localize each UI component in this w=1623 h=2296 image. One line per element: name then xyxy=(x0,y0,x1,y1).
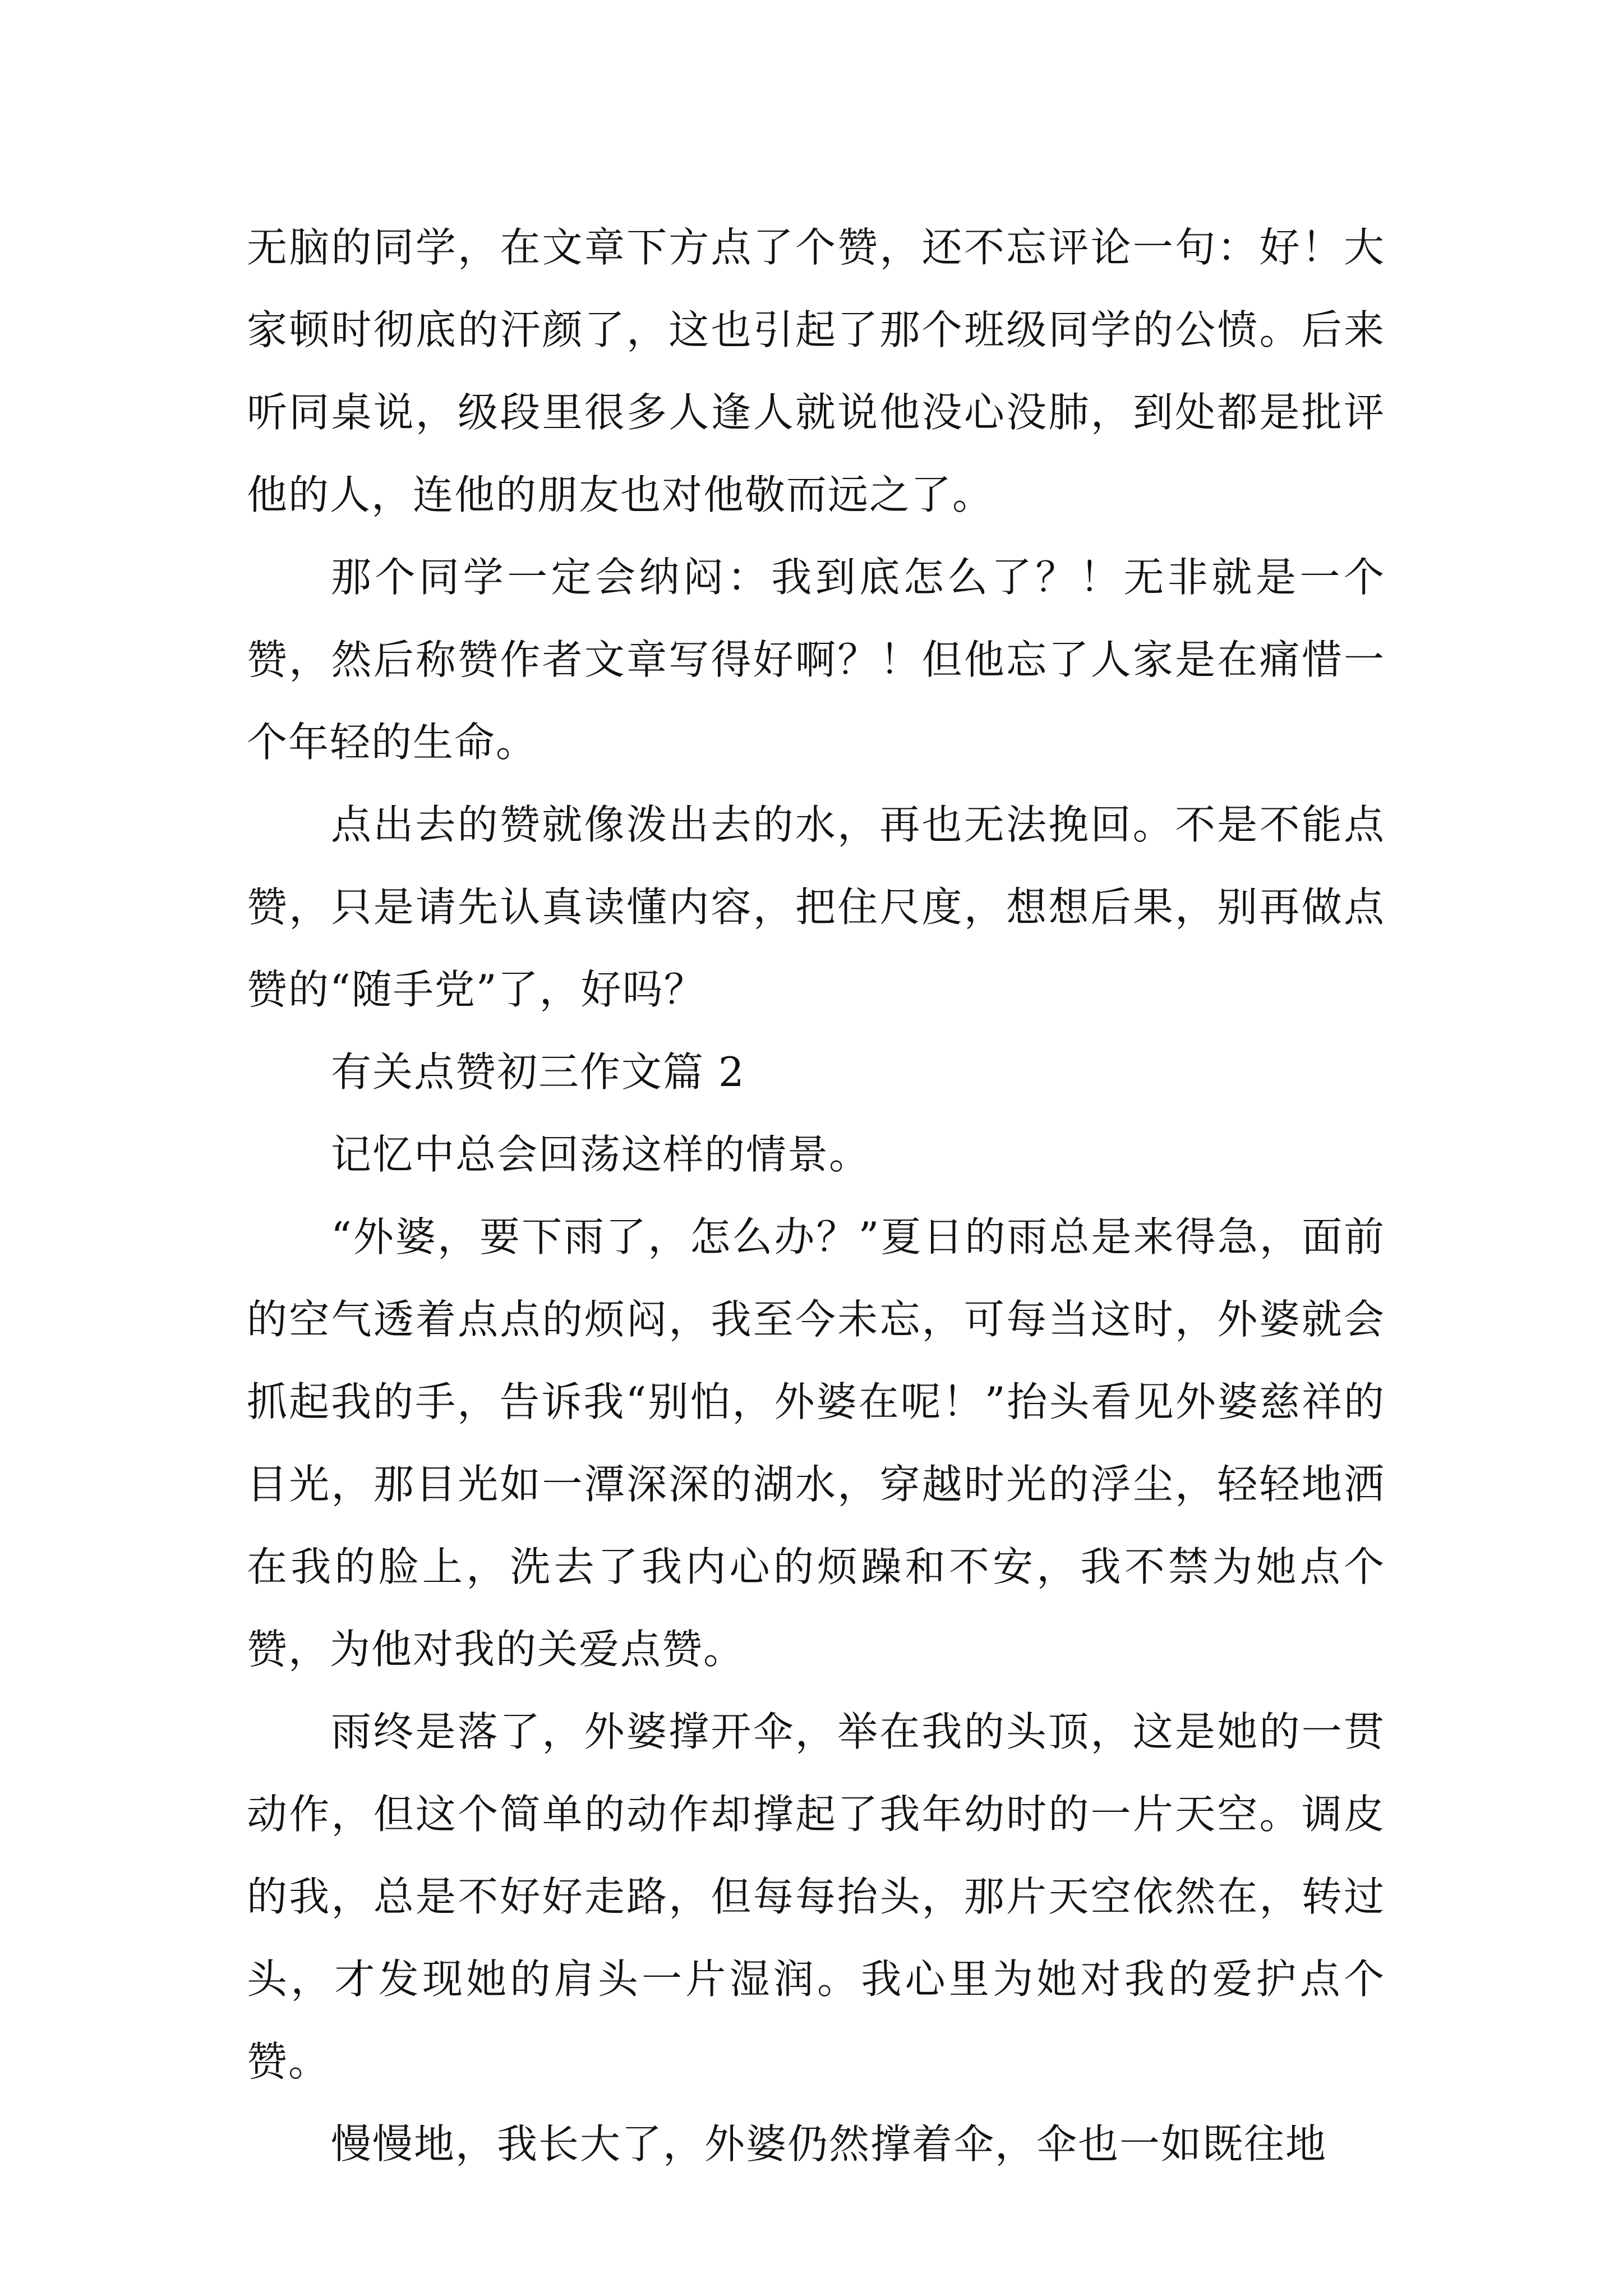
paragraph: 慢慢地，我长大了，外婆仍然撑着伞，伞也一如既往地 xyxy=(331,2120,1327,2168)
paragraph: 无脑的同学，在文章下方点了个赞，还不忘评论一句：好！大家顿时彻底的汗颜了，这也引起了那个班级同学的公愤。后来听同桌说，级段里很多人逢人就说他没心没肺，到处都是批评他的人，连他的朋友也对他敬而远之了。 xyxy=(247,224,1385,518)
paragraph: 雨终是落了，外婆撑开伞，举在我的头顶，这是她的一贯动作，但这个简单的动作却撑起了我年幼时的一片天空。调皮的我，总是不好好走路，但每每抬头，那片天空依然在，转过头，才发现她的肩头一片湿润。我心里为她对我的爱护点个赞。 xyxy=(247,1708,1385,2085)
paragraph: 点出去的赞就像泼出去的水，再也无法挽回。不是不能点赞，只是请先认真读懂内容，把住尺度，想想后果，别再做点赞的“随手党”了，好吗？ xyxy=(247,801,1385,1013)
section-heading: 有关点赞初三作文篇 2 xyxy=(331,1048,745,1096)
document-body xyxy=(247,206,1385,2185)
paragraph: “外婆，要下雨了，怎么办？”夏日的雨总是来得急，面前的空气透着点点的烦闷，我至今未忘，可每当这时，外婆就会抓起我的手，告诉我“别怕，外婆在呢！”抬头看见外婆慈祥的目光，那目光如一潭深深的湖水，穿越时光的浮尘，轻轻地洒在我的脸上，洗去了我内心的烦躁和不安，我不禁为她点个赞，为他对我的关爱点赞。 xyxy=(247,1213,1385,1673)
paragraph: 记忆中总会回荡这样的情景。 xyxy=(331,1131,871,1178)
paragraph: 那个同学一定会纳闷：我到底怎么了？！无非就是一个赞，然后称赞作者文章写得好啊？！但他忘了人家是在痛惜一个年轻的生命。 xyxy=(247,554,1385,766)
